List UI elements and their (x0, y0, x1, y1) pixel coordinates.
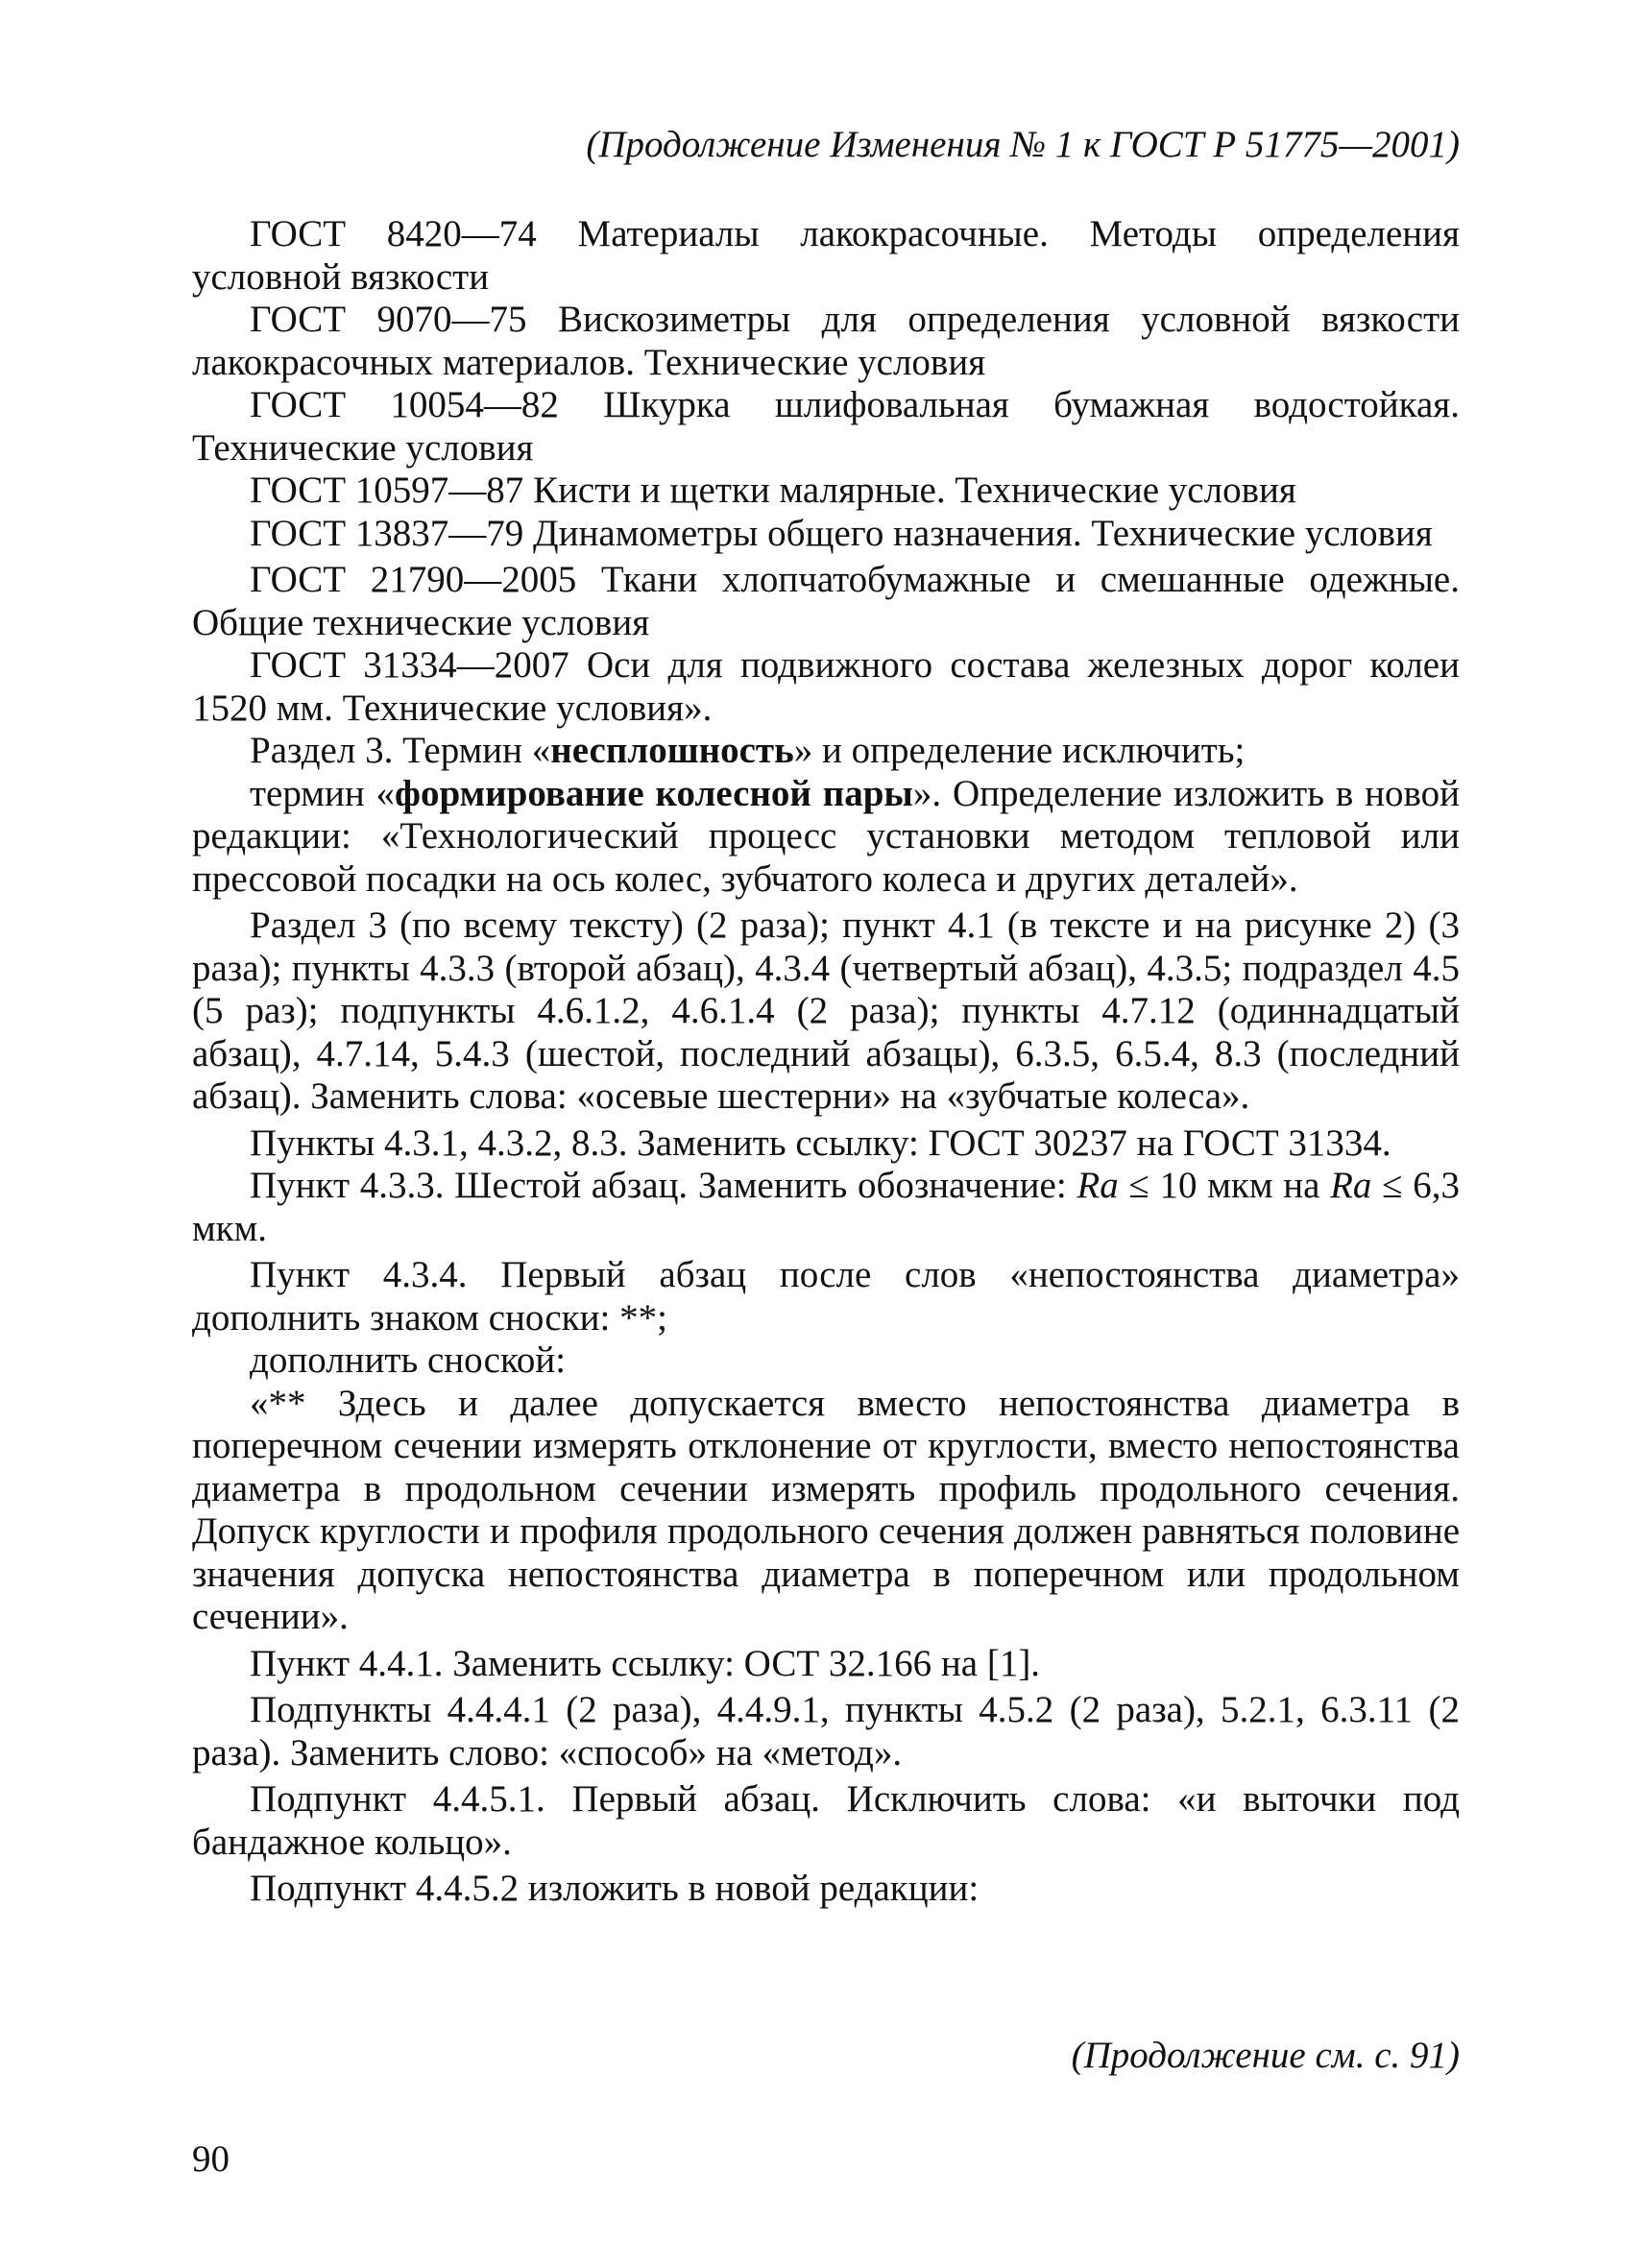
text-run: ». Определение изложить в новой редакции: «Технологический процесс установки методом тепловой или прессовой посадки на ось колес, зубчатого колеса и других деталей». (192, 772, 1460, 900)
paragraph-point-4-3-3 (192, 1165, 1460, 1250)
paragraph-point-4-3-4: Пункт 4.3.4. Первый абзац после слов «непостоянства диаметра» дополнить знаком сноски: **; (192, 1254, 1460, 1339)
paragraph-gost-10054: ГОСТ 10054—82 Шкурка шлифовальная бумажная водостойкая. Технические условия (192, 384, 1460, 469)
text-run: Раздел 3. Термин « (250, 730, 551, 771)
text-run: Пункт 4.3.3. Шестой абзац. Заменить обозначение: (250, 1165, 1077, 1206)
term-wheelset-forming: формирование колесной пары (395, 772, 913, 814)
term-nesploshnost: несплошность (550, 730, 794, 771)
page-number: 90 (192, 2138, 230, 2180)
paragraph-subpoint-4-4-5-2: Подпункт 4.4.5.2 изложить в новой редакции: (250, 1868, 980, 1909)
paragraph-gost-10597: ГОСТ 10597—87 Кисти и щетки малярные. Технические условия (250, 470, 1296, 511)
paragraph-term-wheelset-forming (192, 773, 1460, 902)
text-run: » и определение исключить; (793, 730, 1246, 771)
text-run: ≤ 10 мкм на (1118, 1165, 1331, 1206)
paragraph-gost-9070: ГОСТ 9070—75 Вискозиметры для определения условной вязкости лакокрасочных материалов. Технические условия (192, 299, 1460, 383)
paragraph-point-4-4-1: Пункт 4.4.1. Заменить ссылку: ОСТ 32.166 на [1]. (250, 1642, 1041, 1684)
continuation-header: (Продолжение Изменения № 1 к ГОСТ Р 51775—2001) (586, 124, 1460, 165)
paragraph-subpoints-4-4-4-1: Подпункты 4.4.4.1 (2 раза), 4.4.9.1, пункты 4.5.2 (2 раза), 5.2.1, 6.3.11 (2 раза). Заменить слово: «способ» на «метод». (192, 1689, 1460, 1773)
paragraph-footnote-text: «** Здесь и далее допускается вместо непостоянства диаметра в поперечном сечении измерять отклонение от круглости, вместо непостоянства диаметра в продольном сечении измерять профиль продольного сечения. Допуск круглости и профиля продольного сечения должен равняться половине значения допуска непостоянства диаметра в поперечном или продольном сечении». (192, 1382, 1460, 1637)
roughness-symbol: Ra (1077, 1165, 1119, 1206)
paragraph-section-3-replacements: Раздел 3 (по всему тексту) (2 раза); пункт 4.1 (в тексте и на рисунке 2) (3 раза); пункты 4.3.3 (второй абзац), 4.3.4 (четвертый абзац), 4.3.5; подраздел 4.5 (5 раз); подпункты 4.6.1.2, 4.6.1.4 (2 раза); пункты 4.7.12 (одиннадцатый абзац), 4.7.14, 5.4.3 (шестой, последний абзацы), 6.3.5, 6.5.4, 8.3 (последний абзац). Заменить слова: «осевые шестерни» на «зубчатые колеса». (192, 905, 1460, 1117)
paragraph-points-4-3-1: Пункты 4.3.1, 4.3.2, 8.3. Заменить ссылку: ГОСТ 30237 на ГОСТ 31334. (250, 1122, 1391, 1164)
text-run: ≤ 6,3 мкм. (192, 1165, 1460, 1249)
paragraph-subpoint-4-4-5-1: Подпункт 4.4.5.1. Первый абзац. Исключить слова: «и выточки под бандажное кольцо». (192, 1778, 1460, 1863)
paragraph-add-footnote: дополнить сноской: (250, 1339, 567, 1381)
paragraph-gost-13837: ГОСТ 13837—79 Динамометры общего назначения. Технические условия (250, 512, 1433, 554)
roughness-symbol: Ra (1330, 1165, 1372, 1206)
paragraph-gost-31334: ГОСТ 31334—2007 Оси для подвижного состава железных дорог колеи 1520 мм. Технические условия». (192, 644, 1460, 729)
paragraph-gost-21790: ГОСТ 21790—2005 Ткани хлопчатобумажные и смешанные одежные. Общие технические условия (192, 559, 1460, 643)
document-body (192, 213, 1460, 1911)
paragraph-gost-8420: ГОСТ 8420—74 Материалы лакокрасочные. Методы определения условной вязкости (192, 213, 1460, 298)
continuation-footer: (Продолжение см. с. 91) (1071, 2035, 1460, 2076)
text-run: термин « (250, 772, 396, 814)
paragraph-section-3-term (192, 730, 1460, 773)
